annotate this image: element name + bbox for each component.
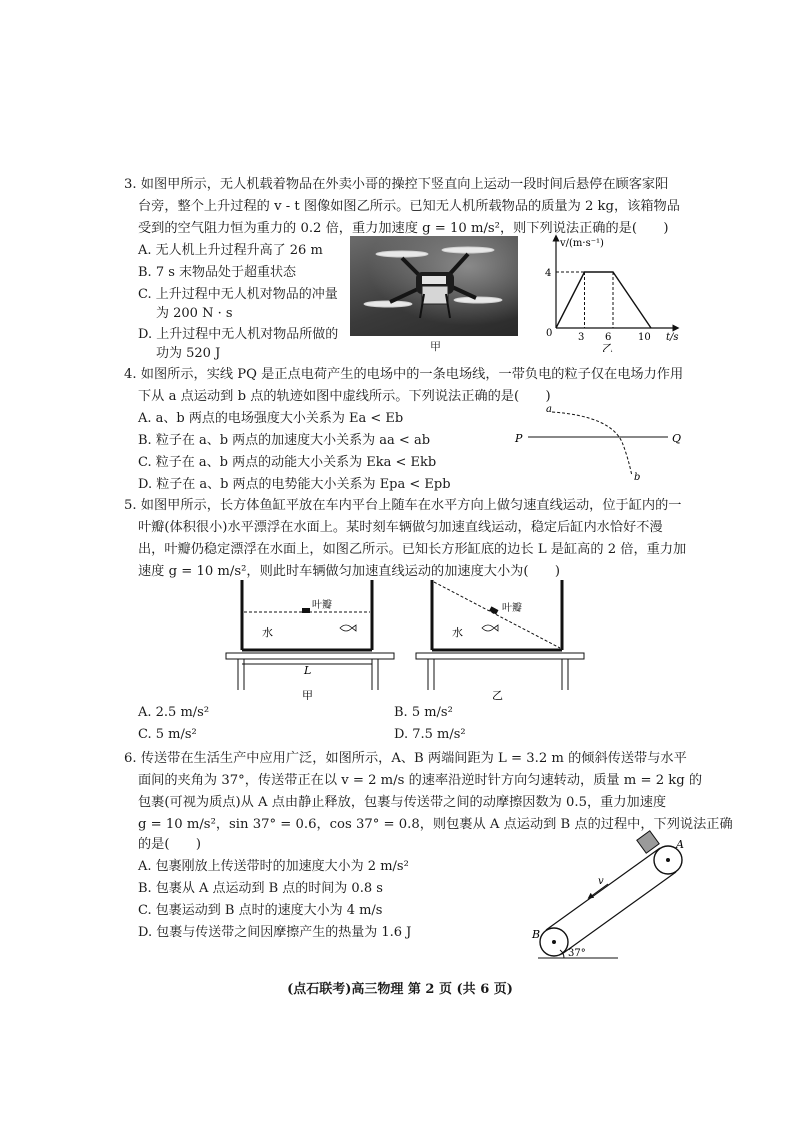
tank-diagram-b xyxy=(412,578,588,700)
q5-option-b: B. 5 m/s² xyxy=(394,705,453,720)
q4-option-c: C. 粒子在 a、b 两点的动能大小关系为 Eka < Ekb xyxy=(138,455,437,470)
belt-upper xyxy=(546,848,660,930)
q4-option-b: B. 粒子在 a、b 两点的加速度大小关系为 aa < ab xyxy=(138,433,431,448)
label-q: Q xyxy=(672,432,682,445)
q3-text-line2: 台旁，整个上升过程的 v - t 图像如图乙所示。已知无人机所载物品的质量为 2 kg，该箱物品 xyxy=(138,199,680,214)
vt-graph xyxy=(536,232,686,352)
page-footer: (点石联考)高三物理 第 2 页 (共 6 页) xyxy=(287,982,513,997)
x-tick-6: 6 xyxy=(605,332,612,343)
q6-text-line4: g = 10 m/s²，sin 37° = 0.6，cos 37° = 0.8，则包裹从 A 点运动到 B 点的过程中，下列说法正确 xyxy=(138,817,733,832)
q3-option-c-line2: 为 200 N · s xyxy=(156,306,233,321)
label-a-end: A xyxy=(676,838,684,851)
drone-icon xyxy=(350,236,518,336)
y-tick-4: 4 xyxy=(545,268,552,279)
q6-text-line5: 的是( ) xyxy=(138,837,202,852)
water-label-b: 水 xyxy=(452,626,463,639)
q6-text-line3: 包裹(可视为质点)从 A 点由静止释放，包裹与传送带之间的动摩擦因数为 0.5，重力加速度 xyxy=(138,795,667,810)
x-tick-3: 3 xyxy=(578,332,585,343)
tank-caption-b: 乙 xyxy=(492,689,503,700)
q3-option-c-line1: C. 上升过程中无人机对物品的冲量 xyxy=(138,287,338,302)
label-v: v xyxy=(598,876,604,887)
particle-trajectory xyxy=(552,412,632,476)
q3-option-b: B. 7 s 末物品处于超重状态 xyxy=(138,265,297,280)
q6-text-line2: 面间的夹角为 37°，传送带正在以 v = 2 m/s 的速率沿逆时针方向匀速转动，质量 m = 2 kg 的 xyxy=(138,773,703,788)
q4-option-d: D. 粒子在 a、b 两点的电势能大小关系为 Epa < Epb xyxy=(138,477,451,492)
q4-text-line2: 下从 a 点运动到 b 点的轨迹如图中虚线所示。下列说法正确的是( ) xyxy=(138,389,551,404)
q6-option-c: C. 包裹运动到 B 点时的速度大小为 4 m/s xyxy=(138,903,383,918)
label-a: a xyxy=(546,404,552,415)
q3-option-d-line2: 功为 520 J xyxy=(156,346,221,361)
conveyor-diagram xyxy=(528,826,696,966)
q3-option-d-line1: D. 上升过程中无人机对物品所做的 xyxy=(138,327,339,342)
tank-caption-a: 甲 xyxy=(302,689,313,700)
v-axis-label: v/(m·s⁻¹) xyxy=(560,238,604,249)
q4-option-a: A. a、b 两点的电场强度大小关系为 Ea < Eb xyxy=(138,411,404,426)
vt-curve xyxy=(556,272,651,328)
fish-icon-b xyxy=(482,625,498,631)
label-b-end: B xyxy=(532,928,541,941)
water-label-a: 水 xyxy=(262,626,273,639)
label-p: P xyxy=(515,432,523,445)
q5-text-line1: 5. 如图甲所示，长方体鱼缸平放在车内平台上随车在水平方向上做匀速直线运动，位于缸内的一 xyxy=(124,498,682,513)
origin-label: 0 xyxy=(546,328,553,339)
package-icon xyxy=(637,831,659,853)
q3-text-line1: 3. 如图甲所示，无人机载着物品在外卖小哥的操控下竖直向上运动一段时间后悬停在顾客家阳 xyxy=(124,177,669,192)
q6-option-d: D. 包裹与传送带之间因摩擦产生的热量为 1.6 J xyxy=(138,925,412,940)
belt-lower xyxy=(562,872,676,954)
field-line-diagram xyxy=(510,402,690,482)
fish-icon xyxy=(340,625,356,631)
q5-option-a: A. 2.5 m/s² xyxy=(138,705,210,720)
t-axis-label: t/s xyxy=(666,332,679,343)
leaf-label-b: 叶瓣 xyxy=(502,603,522,614)
q5-text-line3: 出，叶瓣仍稳定漂浮在水面上，如图乙所示。已知长方形缸底的边长 L 是缸高的 2 倍，重力加 xyxy=(138,542,687,557)
q5-text-line2: 叶瓣(体积很小)水平漂浮在水面上。某时刻车辆做匀加速直线运动，稳定后缸内水恰好不漫 xyxy=(138,520,663,535)
label-b: b xyxy=(634,472,641,482)
q3-photo-caption: 甲 xyxy=(430,340,441,353)
q4-text-line1: 4. 如图所示，实线 PQ 是正点电荷产生的电场中的一条电场线，一带负电的粒子仅在电场力作用 xyxy=(124,367,684,382)
q5-text-line4: 速度 g = 10 m/s²，则此时车辆做匀加速直线运动的加速度大小为( ) xyxy=(138,564,561,579)
tank-diagram-a xyxy=(222,578,398,700)
drone-photo xyxy=(350,236,518,336)
q6-option-b: B. 包裹从 A 点运动到 B 点的时间为 0.8 s xyxy=(138,881,383,896)
q5-option-c: C. 5 m/s² xyxy=(138,727,197,742)
vt-graph-caption: 乙 xyxy=(602,342,613,352)
leaf-icon xyxy=(302,608,310,613)
q6-option-a: A. 包裹刚放上传送带时的加速度大小为 2 m/s² xyxy=(138,859,409,874)
leaf-label-a: 叶瓣 xyxy=(312,600,332,611)
x-tick-10: 10 xyxy=(638,332,651,343)
length-label: L xyxy=(304,664,312,677)
angle-label: 37° xyxy=(568,948,586,959)
q3-text-line3: 受到的空气阻力恒为重力的 0.2 倍，重力加速度 g = 10 m/s²，则下列说法正确的是( ) xyxy=(138,221,669,236)
q3-option-a: A. 无人机上升过程升高了 26 m xyxy=(138,243,323,258)
q5-option-d: D. 7.5 m/s² xyxy=(394,727,466,742)
q6-text-line1: 6. 传送带在生活生产中应用广泛，如图所示，A、B 两端间距为 L = 3.2 m 的倾斜传送带与水平 xyxy=(124,751,687,766)
